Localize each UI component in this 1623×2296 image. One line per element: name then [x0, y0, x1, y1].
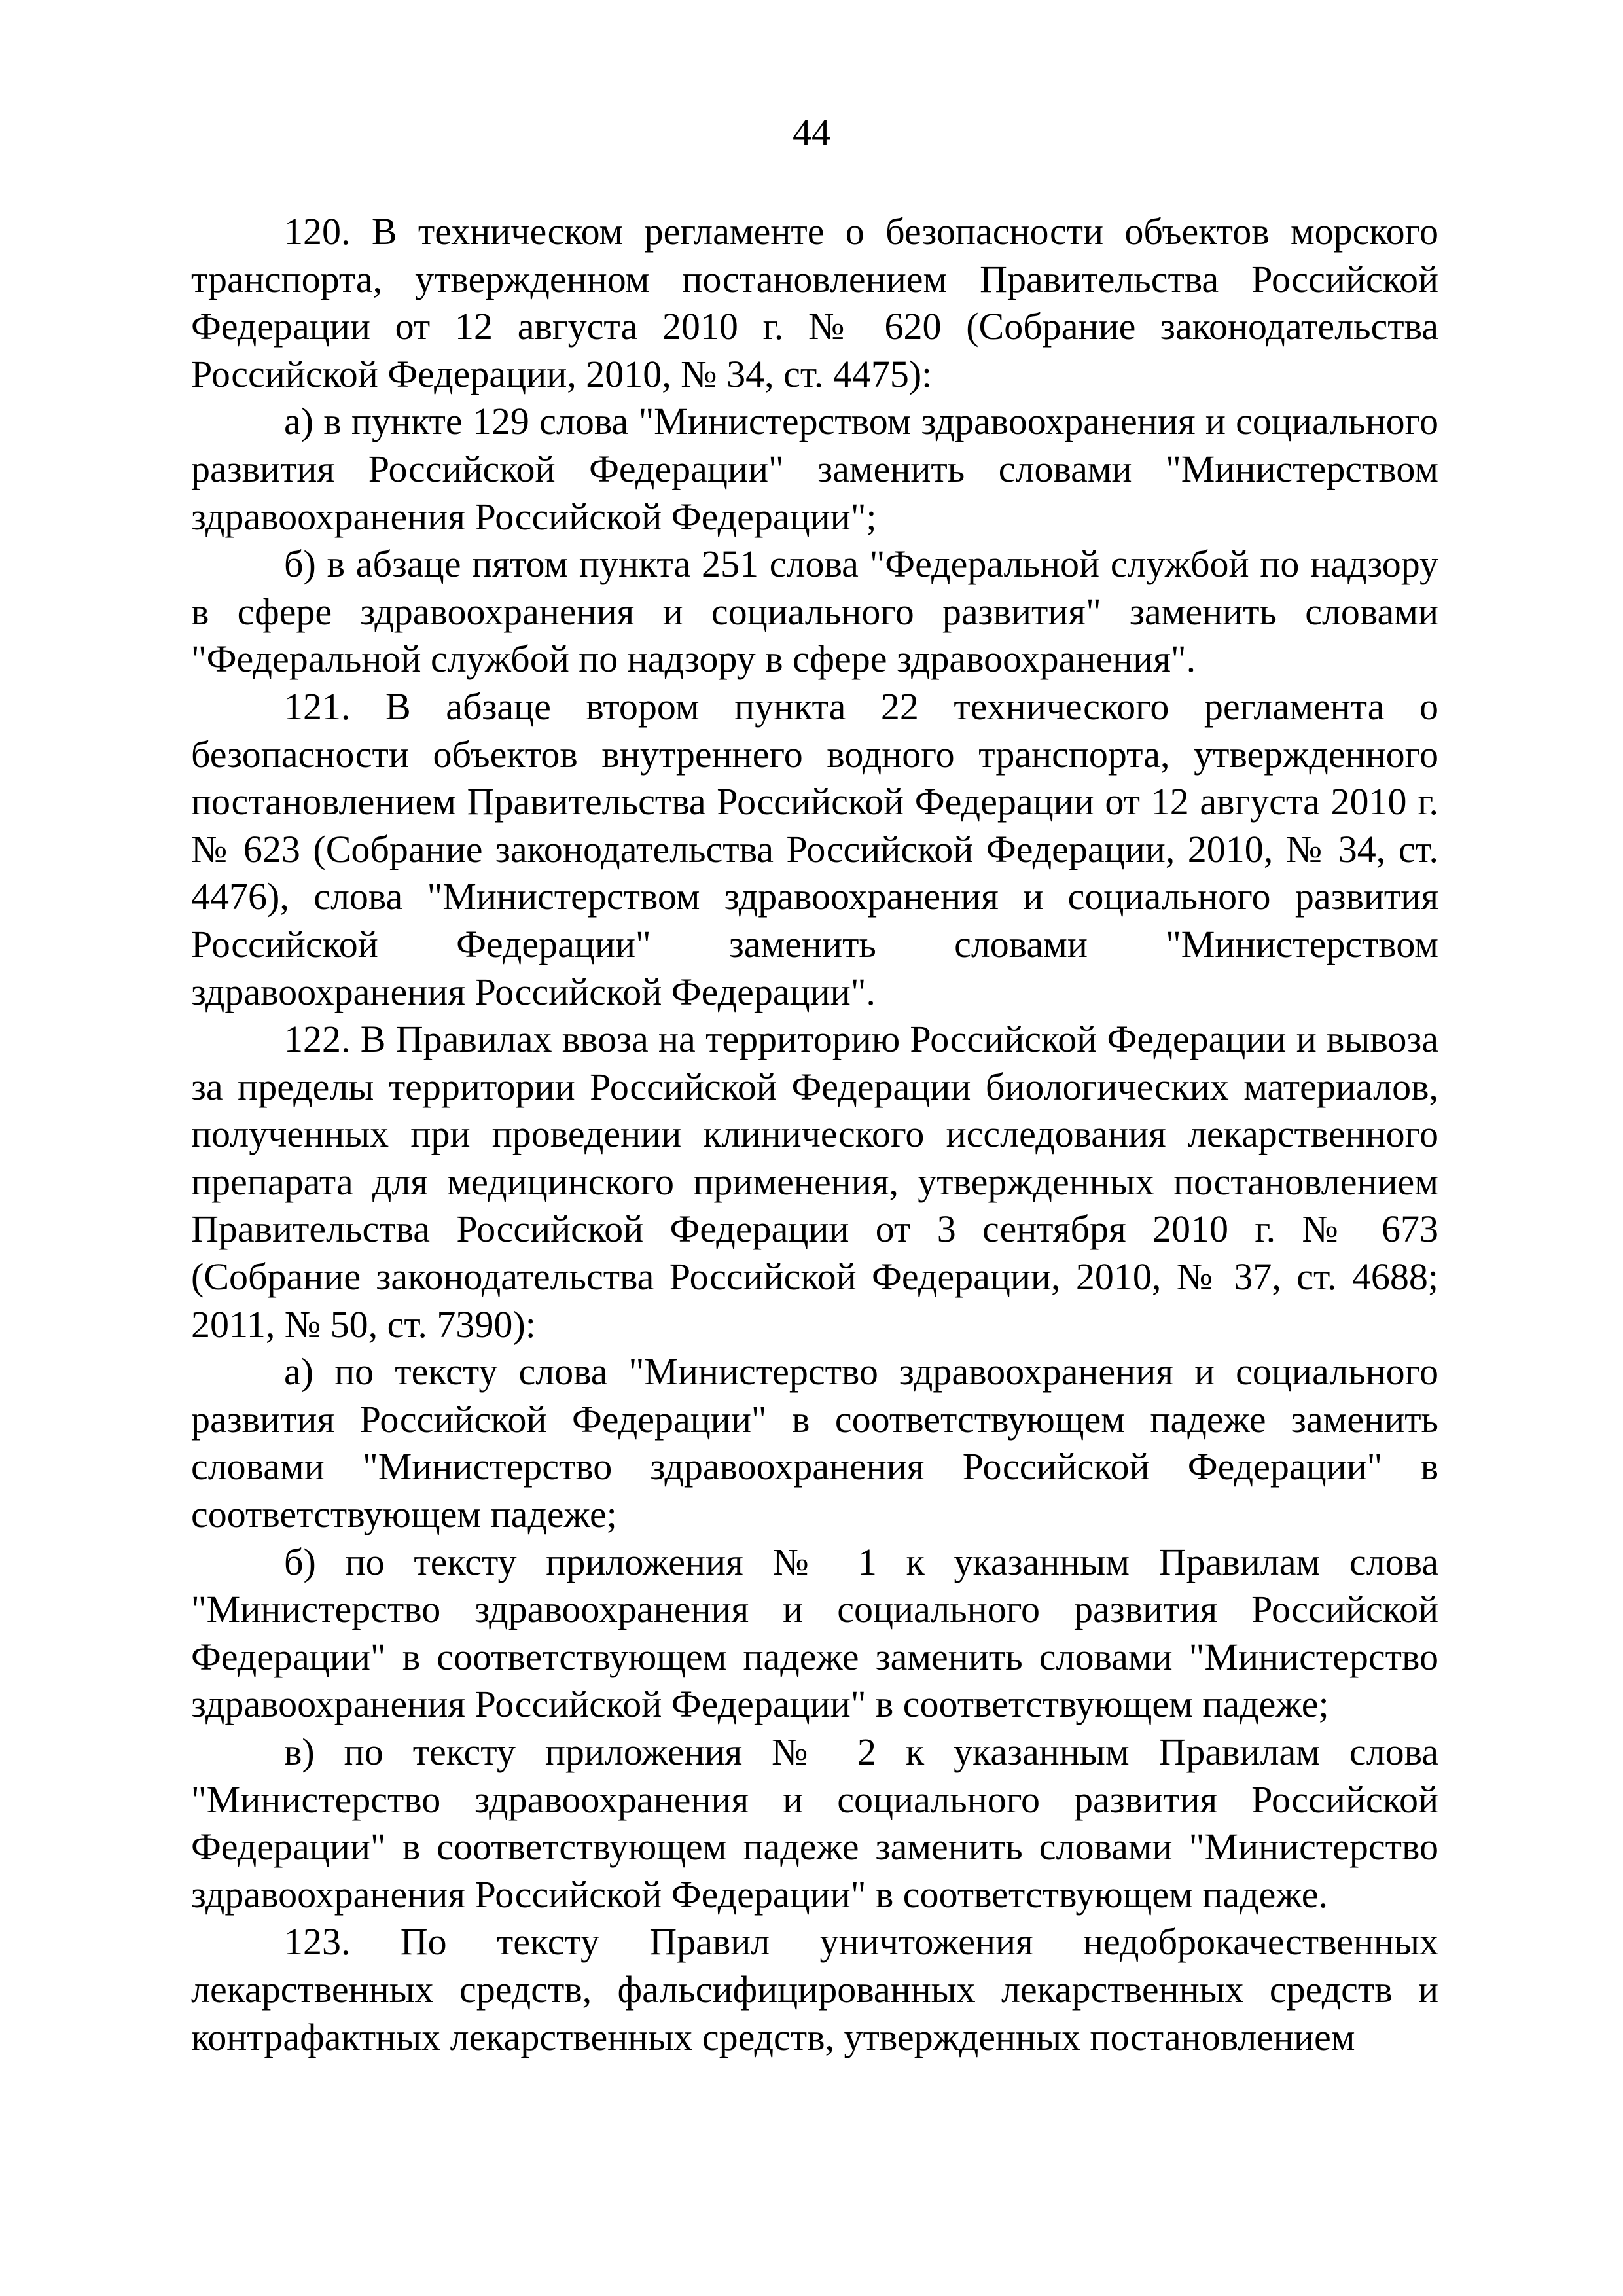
paragraph-121: 121. В абзаце втором пункта 22 технического регламента о безопасности объектов внутреннего водного транспорта, утвержденного постановлением Правительства Российской Федерации от 12 августа 2010 г. № 623 (Собрание законодательства Российской Федерации, 2010, № 34, ст. 4476), слова "Министерством здравоохранения и социального развития Российской Федерации" заменить словами "Министерством здравоохранения Российской Федерации". [191, 685, 1438, 1013]
paragraph-120: 120. В техническом регламенте о безопасности объектов морского транспорта, утвержденном постановлением Правительства Российской Федерации от 12 августа 2010 г. № 620 (Собрание законодательства Российской Федерации, 2010, № 34, ст. 4475): [191, 210, 1438, 395]
paragraph-120-a: а) в пункте 129 слова "Министерством здравоохранения и социального развития Российской Федерации" заменить словами "Министерством здравоохранения Российской Федерации"; [191, 400, 1438, 538]
paragraph-122: 122. В Правилах ввоза на территорию Российской Федерации и вывоза за пределы территории Российской Федерации биологических материалов, полученных при проведении клинического исследования лекарственного препарата для медицинского применения, утвержденных постановлением Правительства Российской Федерации от 3 сентября 2010 г. № 673 (Собрание законодательства Российской Федерации, 2010, № 37, ст. 4688; 2011, № 50, ст. 7390): [191, 1018, 1438, 1346]
page-number: 44 [793, 111, 830, 154]
paragraph-120-b: б) в абзаце пятом пункта 251 слова "Федеральной службой по надзору в сфере здравоохранения и социального развития" заменить словами "Федеральной службой по надзору в сфере здравоохранения". [191, 543, 1438, 681]
paragraph-122-a: а) по тексту слова "Министерство здравоохранения и социального развития Российской Федерации" в соответствующем падеже заменить словами "Министерство здравоохранения Российской Федерации" в соответствующем падеже; [191, 1350, 1438, 1536]
document-body [191, 208, 1438, 2061]
paragraph-122-v: в) по тексту приложения № 2 к указанным Правилам слова "Министерство здравоохранения и социального развития Российской Федерации" в соответствующем падеже заменить словами "Министерство здравоохранения Российской Федерации" в соответствующем падеже. [191, 1731, 1438, 1916]
paragraph-123: 123. По тексту Правил уничтожения недоброкачественных лекарственных средств, фальсифицированных лекарственных средств и контрафактных лекарственных средств, утвержденных постановлением [191, 1920, 1438, 2058]
paragraph-122-b: б) по тексту приложения № 1 к указанным Правилам слова "Министерство здравоохранения и социального развития Российской Федерации" в соответствующем падеже заменить словами "Министерство здравоохранения Российской Федерации" в соответствующем падеже; [191, 1540, 1438, 1726]
